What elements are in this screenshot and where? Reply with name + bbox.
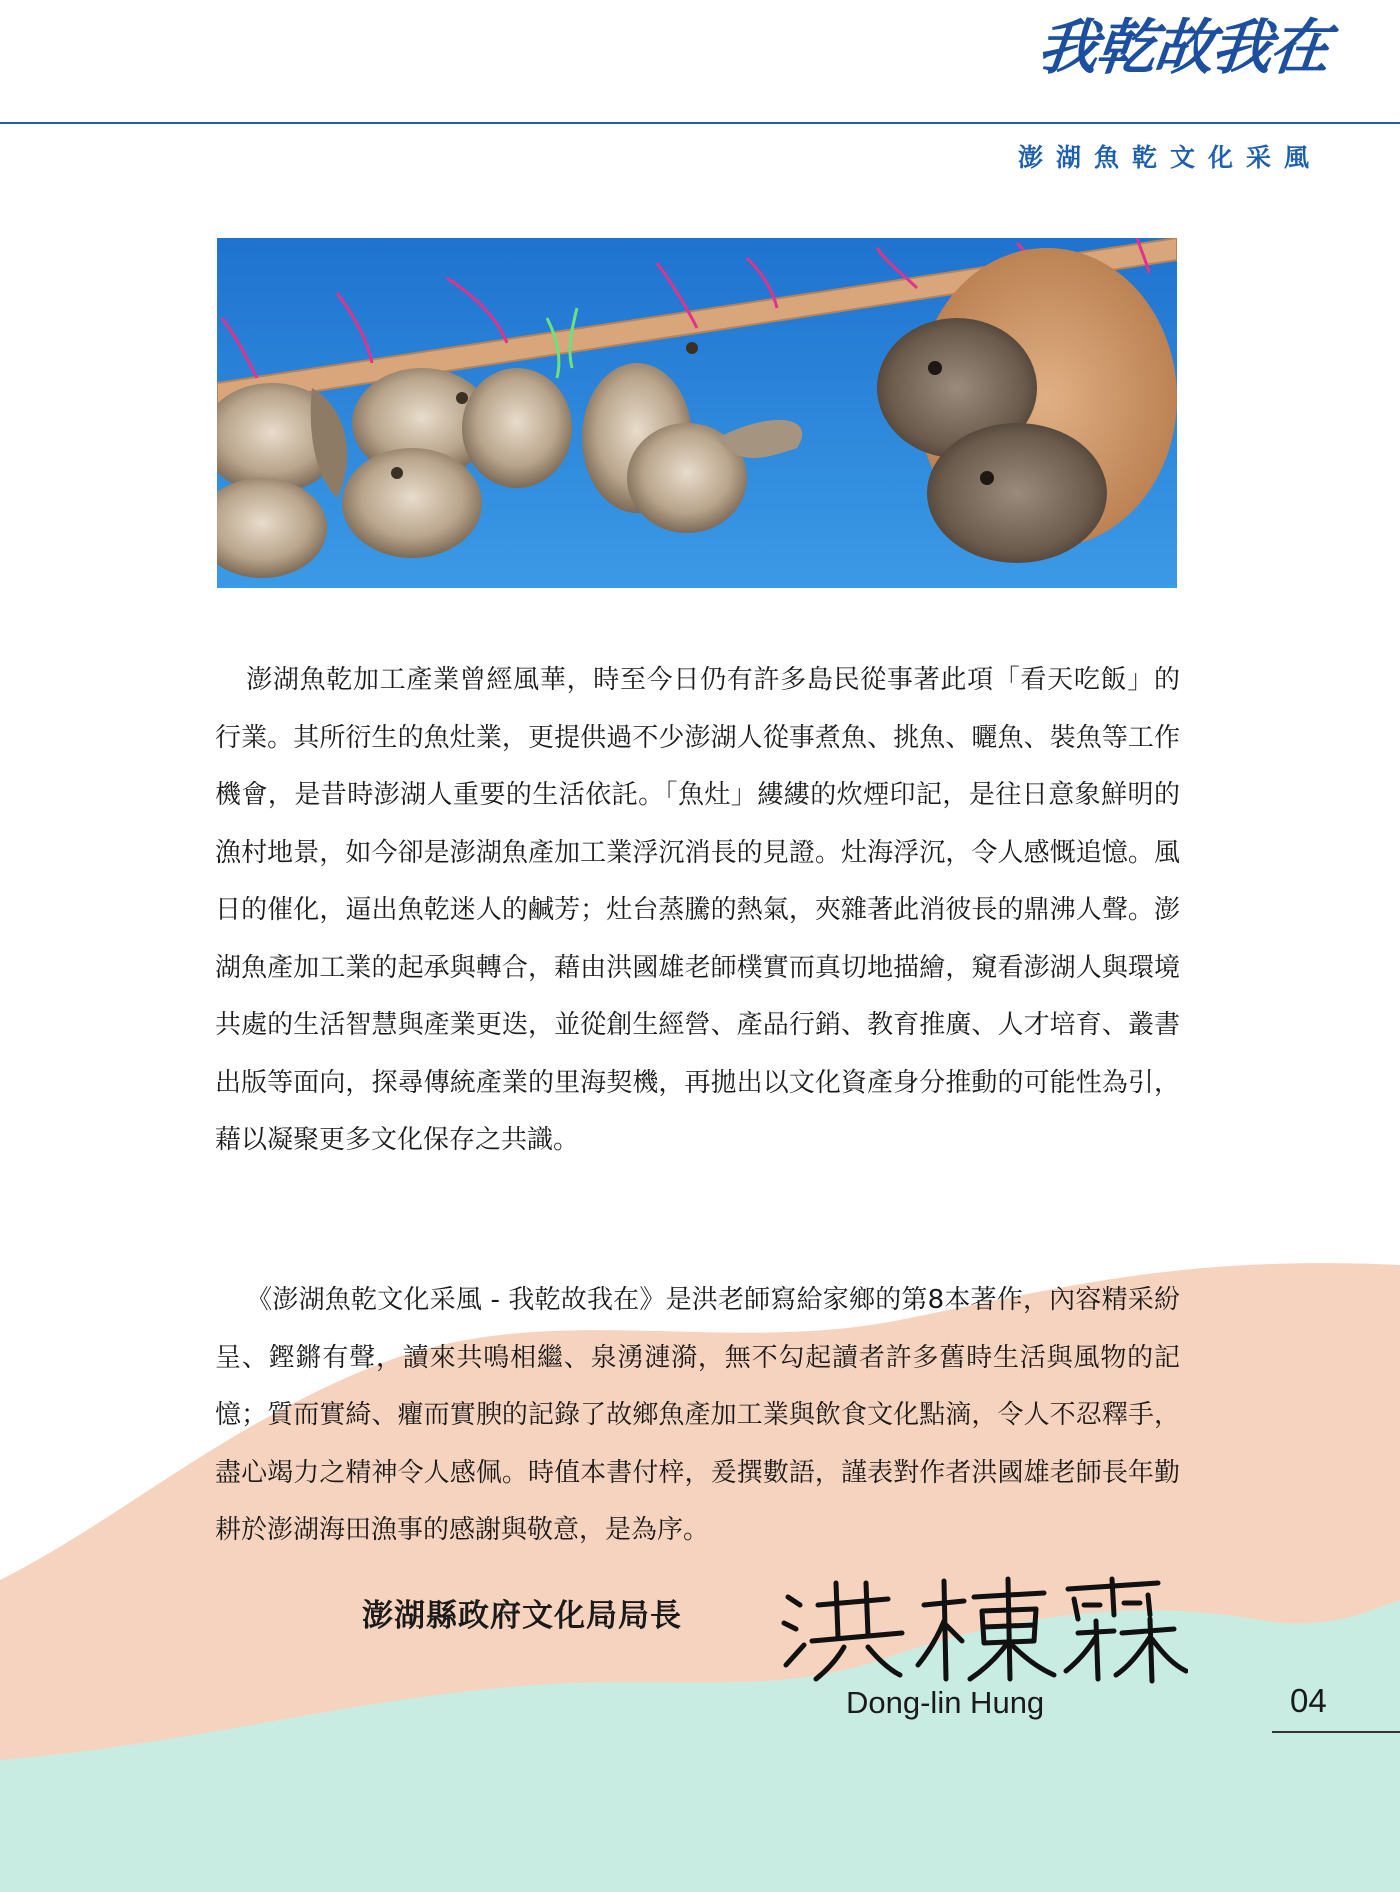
paragraph-text: 澎湖魚乾加工產業曾經風華，時至今日仍有許多島民從事著此項「看天吃飯」的行業。其所衍生的魚灶業，更提供過不少澎湖人從事煮魚、挑魚、曬魚、裝魚等工作機會，是昔時澎湖人重要的生活依託。「魚灶」縷縷的炊煙印記，是往日意象鮮明的漁村地景，如今卻是澎湖魚產加工業浮沉消長的見證。灶海浮沉，令人感慨追憶。風日的催化，逼出魚乾迷人的鹹芳；灶台蒸騰的熱氣，夾雜著此消彼長的鼎沸人聲。澎湖魚產加工業的起承與轉合，藉由洪國雄老師樸實而真切地描繪，窺看澎湖人與環境共處的生活智慧與產業更迭，並從創生經營、產品行銷、教育推廣、人才培育、叢書出版等面向，探尋傳統產業的里海契機，再拋出以文化資產身分推動的可能性為引，藉以凝聚更多文化保存之共識。 [215, 665, 1180, 1155]
book-subtitle: 澎湖魚乾文化采風 [1017, 143, 1322, 172]
intro-paragraph-2 [215, 1272, 1180, 1560]
header-rule [0, 122, 1400, 124]
paragraph-text: 《澎湖魚乾文化采風 - 我乾故我在》是洪老師寫給家鄉的第8本著作，內容精采紛呈、鏗鏘有聲，讀來共鳴相繼、泉湧漣漪，無不勾起讀者許多舊時生活與風物的記憶；質而實綺、癯而實腴的記錄了故鄉魚產加工業與飲食文化點滴，令人不忍釋手，盡心竭力之精神令人感佩。時值本書付梓，爰撰數語，謹表對作者洪國雄老師長年勤耕於澎湖海田漁事的感謝與敬意，是為序。 [215, 1285, 1180, 1545]
signatory-name-latin: Dong-lin Hung [846, 1685, 1045, 1720]
intro-paragraph-1 [215, 652, 1180, 1170]
signatory-title: 澎湖縣政府文化局局長 [362, 1598, 682, 1634]
book-logo [1034, 13, 1332, 83]
dried-fish-photo [217, 238, 1177, 588]
handwritten-signature [778, 1575, 1188, 1685]
page-number-rule [1272, 1731, 1400, 1733]
page-number: 04 [1290, 1682, 1327, 1719]
logo-title: 我乾故我在 [1034, 13, 1332, 83]
dried-fish-hanging-photo-icon [217, 238, 1177, 588]
